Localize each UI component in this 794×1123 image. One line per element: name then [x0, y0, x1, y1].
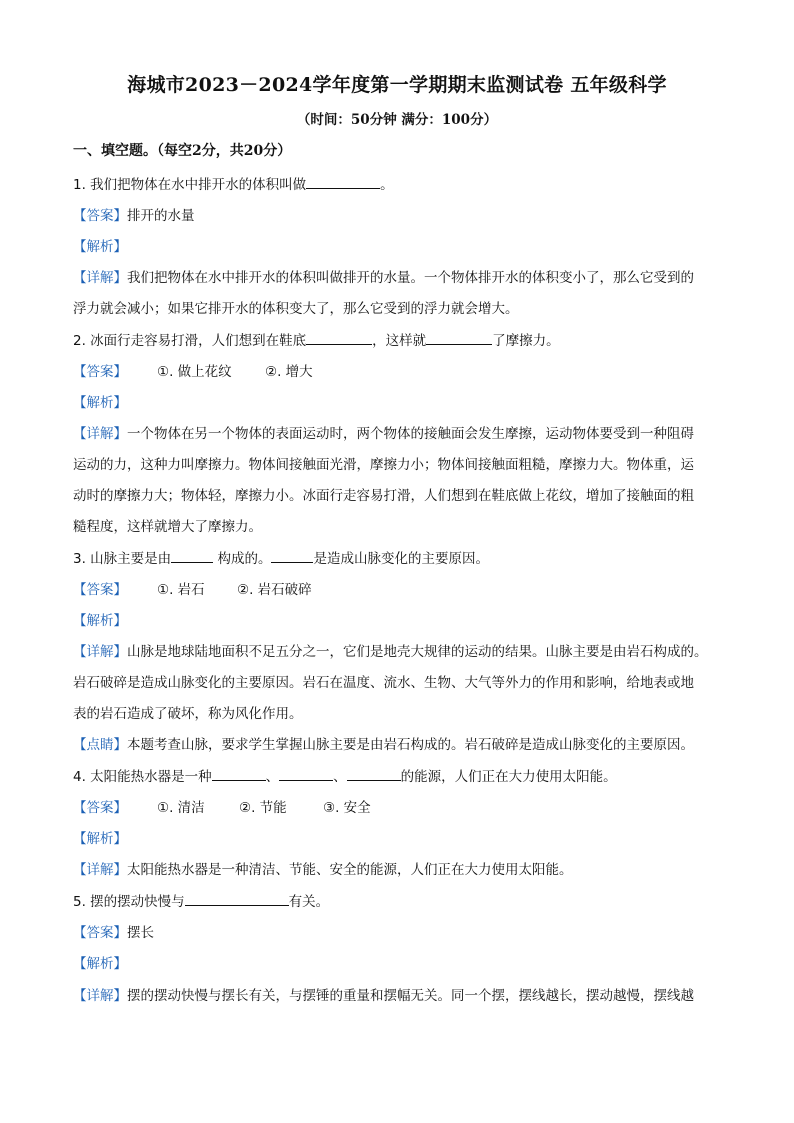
- detail-text: 山脉是地球陆地面积不足五分之一，它们是地壳大规律的运动的结果。山脉主要是由岩石构成的。: [127, 644, 708, 660]
- answer-label: 【答案】: [73, 925, 127, 941]
- question-1: [73, 173, 394, 193]
- detail-text: 表的岩石造成了破坏，称为风化作用。: [73, 706, 303, 722]
- question-5: [73, 890, 329, 910]
- question-text: 的能源，人们正在大力使用太阳能。: [400, 769, 617, 785]
- answer-row: [73, 360, 313, 380]
- answer-option: ①. 清洁: [157, 800, 205, 816]
- comment-text: 本题考查山脉，要求学生掌握山脉主要是由岩石构成的。岩石破碎是造成山脉变化的主要原因。: [127, 737, 694, 753]
- analysis-label: 【解析】: [73, 239, 127, 255]
- answer-blank: [347, 766, 401, 781]
- answer-option: ②. 岩石破碎: [237, 582, 312, 598]
- analysis-label: 【解析】: [73, 613, 127, 629]
- answer-row: [73, 796, 371, 816]
- question-3: [73, 547, 489, 567]
- answer-blank: [306, 174, 380, 189]
- question-4: [73, 765, 617, 785]
- exam-info: （时间：50分钟 满分：100分）: [296, 112, 498, 128]
- detail-text: 运动的力，这种力叫摩擦力。物体间接触面光滑，摩擦力小；物体间接触面粗糙，摩擦力大。物体重，运: [73, 457, 694, 473]
- detail-text: 浮力就会减小；如果它排开水的体积变大了，那么它受到的浮力就会增大。: [73, 301, 519, 317]
- detail-row: [73, 858, 573, 878]
- answer-option: ②. 节能: [239, 800, 287, 816]
- detail-text: 糙程度，这样就增大了摩擦力。: [73, 519, 262, 535]
- detail-text: 摆的摆动快慢与摆长有关，与摆锤的重量和摆幅无关。同一个摆，摆线越长，摆动越慢，摆线越: [127, 988, 694, 1004]
- answer-blank: [279, 766, 333, 781]
- question-text: 了摩擦力。: [492, 333, 560, 349]
- question-text: ，这样就: [372, 333, 427, 349]
- analysis-row: [73, 827, 127, 847]
- detail-label: 【详解】: [73, 270, 127, 286]
- answer-option: ①. 做上花纹: [157, 364, 232, 380]
- answer-blank: [185, 891, 289, 906]
- question-text: 3. 山脉主要是由: [73, 551, 172, 567]
- analysis-label: 【解析】: [73, 395, 127, 411]
- analysis-row: [73, 235, 127, 255]
- answer-row: [73, 578, 312, 598]
- answer-blank: [271, 548, 313, 563]
- detail-text: 动时的摩擦力大；物体轻，摩擦力小。冰面行走容易打滑，人们想到在鞋底做上花纹，增加了接触面的粗: [73, 488, 694, 504]
- detail-label: 【详解】: [73, 862, 127, 878]
- detail-text: 岩石破碎是造成山脉变化的主要原因。岩石在温度、流水、生物、大气等外力的作用和影响，给地表或地: [73, 675, 694, 691]
- question-text: 4. 太阳能热水器是一种: [73, 769, 212, 785]
- answer-text: 排开的水量: [127, 208, 195, 224]
- answer-blank: [171, 548, 213, 563]
- detail-row: [73, 422, 694, 442]
- analysis-row: [73, 609, 127, 629]
- section-heading: 一、填空题。（每空2分，共20分）: [73, 143, 292, 159]
- analysis-row: [73, 952, 127, 972]
- question-2: [73, 329, 560, 349]
- answer-blank: [426, 330, 492, 345]
- detail-label: 【详解】: [73, 426, 127, 442]
- detail-row: [73, 640, 708, 660]
- analysis-label: 【解析】: [73, 956, 127, 972]
- detail-row: [73, 984, 694, 1004]
- answer-label: 【答案】: [73, 208, 127, 224]
- comment-row: [73, 733, 694, 753]
- detail-label: 【详解】: [73, 644, 127, 660]
- detail-label: 【详解】: [73, 988, 127, 1004]
- answer-label: 【答案】: [73, 800, 127, 816]
- analysis-row: [73, 391, 127, 411]
- detail-text: 一个物体在另一个物体的表面运动时，两个物体的接触面会发生摩擦，运动物体要受到一种阻碍: [127, 426, 694, 442]
- answer-label: 【答案】: [73, 582, 127, 598]
- question-text: 1. 我们把物体在水中排开水的体积叫做: [73, 177, 307, 193]
- detail-text: 太阳能热水器是一种清洁、节能、安全的能源，人们正在大力使用太阳能。: [127, 862, 573, 878]
- answer-option: ③. 安全: [323, 800, 371, 816]
- question-text: 。: [380, 177, 394, 193]
- comment-label: 【点睛】: [73, 737, 127, 753]
- answer-row: [73, 921, 154, 941]
- question-text: 5. 摆的摆动快慢与: [73, 894, 185, 910]
- detail-row: [73, 266, 694, 286]
- separator: 、: [265, 769, 280, 785]
- answer-blank: [212, 766, 266, 781]
- analysis-label: 【解析】: [73, 831, 127, 847]
- document-title: 海城市2023－2024学年度第一学期期末监测试卷 五年级科学: [127, 74, 667, 96]
- answer-text: 摆长: [127, 925, 154, 941]
- separator: 、: [333, 769, 347, 785]
- question-text: 2. 冰面行走容易打滑，人们想到在鞋底: [73, 333, 307, 349]
- detail-text: 我们把物体在水中排开水的体积叫做排开的水量。一个物体排开水的体积变小了，那么它受到的: [127, 270, 694, 286]
- answer-label: 【答案】: [73, 364, 127, 380]
- question-text: 构成的。: [217, 551, 272, 567]
- question-text: 是造成山脉变化的主要原因。: [313, 551, 489, 567]
- answer-blank: [306, 330, 372, 345]
- answer-row: [73, 204, 195, 224]
- question-text: 有关。: [288, 894, 330, 910]
- answer-option: ①. 岩石: [157, 582, 205, 598]
- answer-option: ②. 增大: [265, 364, 313, 380]
